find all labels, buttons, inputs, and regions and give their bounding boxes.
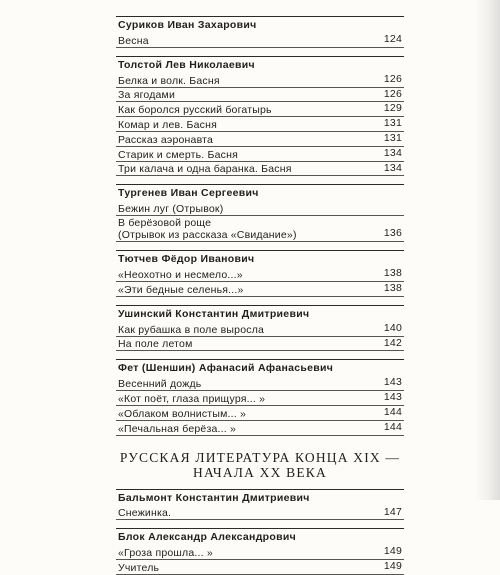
entry-title: «Печальная берёза... » bbox=[118, 422, 237, 435]
entry-title: «Облаком волнистым... » bbox=[118, 407, 246, 420]
entry-page-number: 138 bbox=[383, 267, 402, 280]
author-group bbox=[116, 56, 404, 177]
entry-title: Бежин луг (Отрывок) bbox=[118, 203, 224, 216]
author-group bbox=[116, 16, 404, 48]
entry-title: Учитель bbox=[118, 561, 160, 574]
author-name: Тютчев Фёдор Иванович bbox=[116, 250, 404, 267]
toc-entry bbox=[116, 147, 404, 162]
entry-title: Снежинка. bbox=[118, 507, 172, 520]
entry-page-number: 143 bbox=[383, 391, 402, 404]
entry-title: Комар и лев. Басня bbox=[118, 118, 217, 131]
entry-page-number: 134 bbox=[383, 146, 402, 159]
entry-title: Три калача и одна баранка. Басня bbox=[118, 163, 292, 176]
author-group bbox=[116, 250, 404, 297]
entry-title: Как боролся русский богатырь bbox=[118, 104, 272, 117]
entry-page-number: 142 bbox=[383, 336, 402, 349]
toc-entry bbox=[116, 117, 404, 132]
entry-title: В берёзовой роще (Отрывок из рассказа «Свидание») bbox=[118, 217, 297, 242]
author-group bbox=[116, 528, 404, 575]
entry-page-number: 134 bbox=[383, 161, 402, 174]
author-name: Тургенев Иван Сергеевич bbox=[116, 184, 404, 201]
toc-entry bbox=[116, 162, 404, 177]
entry-page-number: 140 bbox=[383, 321, 402, 334]
entry-title: «Кот поёт, глаза прищуря... » bbox=[118, 392, 266, 405]
entry-title: Старик и смерть. Басня bbox=[118, 148, 239, 161]
author-group bbox=[116, 305, 404, 352]
toc-entry bbox=[116, 216, 404, 242]
entry-title: «Гроза прошла... » bbox=[118, 547, 213, 560]
entry-title: «Неохотно и несмело...» bbox=[118, 268, 243, 281]
entry-title: «Эти бедные селенья...» bbox=[118, 283, 244, 296]
entry-page-number: 149 bbox=[383, 545, 402, 558]
entry-title: Весенний дождь bbox=[118, 378, 202, 391]
toc-entry bbox=[116, 33, 404, 48]
table-of-contents bbox=[116, 16, 404, 575]
toc-entry bbox=[116, 88, 404, 103]
entry-page-number: 131 bbox=[383, 117, 402, 130]
toc-entry bbox=[116, 406, 404, 421]
toc-entry bbox=[116, 560, 404, 575]
author-name: Ушинский Константин Дмитриевич bbox=[116, 305, 404, 322]
toc-entry bbox=[116, 506, 404, 521]
entry-page-number: 126 bbox=[383, 72, 402, 85]
toc-entry bbox=[116, 391, 404, 406]
entry-page-number: 129 bbox=[383, 102, 402, 115]
page-spine-shadow bbox=[474, 0, 500, 500]
entry-page-number: 144 bbox=[383, 405, 402, 418]
toc-entry bbox=[116, 132, 404, 147]
toc-entry bbox=[116, 337, 404, 352]
entry-title: Как рубашка в поле выросла bbox=[118, 323, 265, 336]
toc-entry bbox=[116, 73, 404, 88]
toc-entry bbox=[116, 201, 404, 216]
entry-title: Весна bbox=[118, 34, 149, 47]
toc-entry bbox=[116, 267, 404, 282]
author-name: Суриков Иван Захарович bbox=[116, 16, 404, 33]
toc-entry bbox=[116, 102, 404, 117]
toc-entry bbox=[116, 322, 404, 337]
author-name: Фет (Шеншин) Афанасий Афанасьевич bbox=[116, 359, 404, 376]
entry-page-number: 131 bbox=[383, 131, 402, 144]
entry-title: Рассказ аэронавта bbox=[118, 133, 214, 146]
entry-page-number: 149 bbox=[383, 560, 402, 573]
section-heading: РУССКАЯ ЛИТЕРАТУРА КОНЦА XIX — НАЧАЛА XX ВЕКА bbox=[119, 449, 401, 481]
entry-title: Белка и волк. Басня bbox=[118, 74, 220, 87]
entry-page-number: 124 bbox=[383, 33, 402, 45]
author-name: Толстой Лев Николаевич bbox=[116, 56, 404, 73]
toc-entry bbox=[116, 376, 404, 391]
entry-page-number: 147 bbox=[383, 505, 402, 518]
entry-page-number: 144 bbox=[383, 420, 402, 433]
entry-page-number: 126 bbox=[383, 87, 402, 100]
entry-page-number: 138 bbox=[383, 281, 402, 294]
entry-title: За ягодами bbox=[118, 89, 176, 102]
author-name: Блок Александр Александрович bbox=[116, 528, 404, 545]
author-group bbox=[116, 184, 404, 242]
toc-entry bbox=[116, 421, 404, 436]
entry-page-number: 143 bbox=[383, 376, 402, 389]
author-name: Бальмонт Константин Дмитриевич bbox=[116, 489, 404, 506]
author-group bbox=[116, 359, 404, 435]
entry-page-number: 136 bbox=[383, 227, 402, 240]
toc-entry bbox=[116, 282, 404, 297]
entry-title: На поле летом bbox=[118, 338, 193, 351]
author-group bbox=[116, 489, 404, 521]
toc-entry bbox=[116, 545, 404, 560]
